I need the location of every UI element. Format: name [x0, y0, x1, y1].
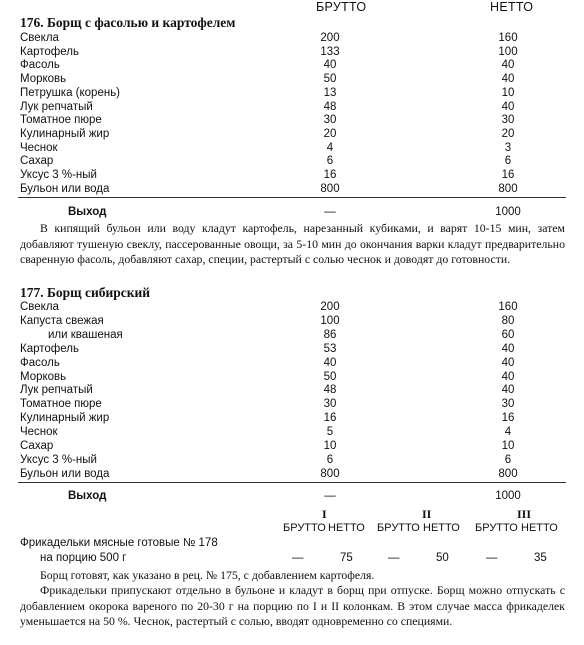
- brutto-column-header: БРУТТО: [316, 0, 367, 14]
- ingredient-brutto: 40: [323, 356, 337, 369]
- ingredient-netto: 40: [501, 100, 515, 113]
- output-brutto: —: [324, 490, 336, 502]
- ingredient-row: [0, 46, 584, 60]
- ingredient-netto: 10: [501, 440, 515, 452]
- ingredient-name: Лук репчатый: [20, 384, 93, 397]
- ingredient-row: [0, 101, 584, 115]
- output-netto: 1000: [495, 206, 521, 218]
- meatballs-value-2-brutto: —: [388, 552, 400, 564]
- ingredient-netto: 40: [501, 356, 515, 369]
- ingredient-row: [0, 142, 584, 156]
- ingredient-brutto: 200: [320, 32, 340, 44]
- group-2-brutto-header: БРУТТО: [377, 522, 420, 534]
- column-group-1-numeral: I: [322, 507, 327, 521]
- ingredient-name: Морковь: [20, 370, 67, 383]
- ingredient-name: Уксус 3 %-ный: [20, 453, 97, 466]
- recipe-176-text: В кипящий бульон или воду кладут картофель, нарезанный кубиками, и варят 10-15 мин, затем добавляют тушеную свеклу, пассерованные овощи, за 5-10 мин до окончания варки кладут предварительно сваренную фасоль, добавляют сахар, специи, растертый с солью чеснок и доводят до готовности.: [20, 221, 565, 266]
- ingredient-brutto: 800: [320, 182, 340, 195]
- ingredient-name: Фасоль: [20, 59, 60, 72]
- ingredient-name: Картофель: [20, 342, 79, 355]
- ingredient-netto: 30: [501, 398, 515, 411]
- ingredient-brutto: 200: [320, 301, 340, 313]
- ingredient-netto: 800: [498, 467, 518, 480]
- recipe-177-title: 177. Борщ сибирский: [20, 285, 151, 300]
- ingredient-netto: 16: [501, 169, 515, 181]
- ingredient-row: [0, 114, 584, 128]
- ingredient-row: [0, 301, 584, 315]
- ingredient-brutto: 48: [323, 384, 337, 397]
- ingredient-name: Томатное пюре: [20, 114, 102, 127]
- ingredient-netto: 800: [498, 182, 518, 195]
- netto-column-header: НЕТТО: [490, 0, 534, 14]
- ingredient-row: [0, 454, 584, 468]
- ingredient-row: [0, 468, 584, 482]
- divider-line: [18, 482, 566, 483]
- ingredient-row: [0, 128, 584, 142]
- ingredient-name: Чеснок: [20, 141, 58, 154]
- output-brutto: —: [324, 206, 336, 218]
- output-label: Выход: [68, 206, 107, 218]
- meatballs-value-2-netto: 50: [436, 552, 449, 564]
- ingredient-row: [0, 315, 584, 329]
- ingredient-brutto: 50: [323, 370, 337, 383]
- meatballs-value-1-brutto: —: [292, 552, 304, 564]
- ingredient-row: [0, 59, 584, 73]
- ingredient-netto: 20: [501, 127, 515, 140]
- ingredient-name: Томатное пюре: [20, 398, 102, 411]
- ingredient-name: Петрушка (корень): [20, 86, 121, 99]
- ingredient-row: [0, 87, 584, 101]
- ingredient-name: Бульон или вода: [20, 467, 110, 480]
- ingredient-name: Чеснок: [20, 426, 58, 439]
- ingredient-brutto: 86: [323, 328, 337, 341]
- ingredient-row: [0, 32, 584, 46]
- ingredient-brutto: 50: [323, 73, 337, 86]
- ingredient-name: Капуста свежая: [20, 314, 104, 327]
- ingredient-row: [0, 412, 584, 426]
- meatballs-label: Фрикадельки мясные готовые № 178: [20, 537, 218, 549]
- meatballs-value-3-brutto: —: [486, 552, 498, 564]
- ingredient-row: [0, 357, 584, 371]
- ingredient-brutto: 48: [323, 100, 337, 113]
- ingredient-netto: 40: [501, 342, 515, 355]
- ingredient-brutto: 4: [326, 141, 334, 154]
- ingredient-netto: 40: [501, 384, 515, 397]
- ingredient-netto: 6: [504, 453, 512, 466]
- ingredient-brutto: 800: [320, 467, 340, 480]
- ingredient-brutto: 16: [323, 412, 337, 425]
- ingredient-name: Кулинарный жир: [20, 412, 110, 425]
- ingredient-netto: 16: [501, 412, 515, 425]
- divider-line: [18, 197, 566, 198]
- ingredient-row: [0, 155, 584, 169]
- ingredient-row: [0, 426, 584, 440]
- ingredient-netto: 4: [504, 426, 512, 439]
- ingredient-brutto: 133: [320, 45, 340, 58]
- ingredient-name: Бульон или вода: [20, 182, 110, 195]
- ingredient-brutto: 20: [323, 127, 337, 140]
- ingredient-name: Картофель: [20, 45, 79, 58]
- ingredient-brutto: 30: [323, 398, 337, 411]
- ingredient-netto: 160: [498, 301, 518, 313]
- recipe-177-text-1: Борщ готовят, как указано в рец. № 175, с добавлением картофеля.: [40, 568, 375, 582]
- column-group-3-numeral: III: [517, 507, 532, 521]
- ingredient-name: Лук репчатый: [20, 100, 93, 113]
- group-3-netto-header: НЕТТО: [521, 522, 558, 534]
- ingredient-brutto: 30: [323, 114, 337, 127]
- ingredient-brutto: 100: [320, 314, 340, 327]
- ingredient-brutto: 53: [323, 342, 337, 355]
- ingredient-name: или квашеная: [48, 328, 123, 341]
- ingredient-brutto: 6: [326, 453, 334, 466]
- group-2-netto-header: НЕТТО: [423, 522, 460, 534]
- group-1-brutto-header: БРУТТО: [283, 522, 326, 534]
- recipe-176-output-row: [0, 206, 584, 221]
- meatballs-portion: на порцию 500 г: [40, 552, 127, 564]
- ingredient-name: Морковь: [20, 73, 67, 86]
- output-netto: 1000: [495, 490, 521, 502]
- ingredient-brutto: 16: [323, 169, 337, 181]
- column-group-2-numeral: II: [422, 507, 432, 521]
- recipe-177-output-row: [0, 490, 584, 505]
- ingredient-row: [0, 398, 584, 412]
- ingredient-name: Кулинарный жир: [20, 127, 110, 140]
- ingredient-name: Сахар: [20, 155, 54, 168]
- ingredient-name: Сахар: [20, 440, 54, 452]
- ingredient-name: Фасоль: [20, 356, 60, 369]
- ingredient-row: [0, 329, 584, 343]
- ingredient-netto: 100: [498, 45, 518, 58]
- ingredient-netto: 6: [504, 155, 512, 168]
- ingredient-brutto: 5: [326, 426, 334, 439]
- ingredient-row: [0, 169, 584, 183]
- ingredient-brutto: 13: [323, 86, 337, 99]
- ingredient-row: [0, 384, 584, 398]
- ingredient-netto: 40: [501, 73, 515, 86]
- ingredient-brutto: 10: [323, 440, 337, 452]
- ingredient-netto: 40: [501, 59, 515, 72]
- ingredient-row: [0, 73, 584, 87]
- ingredient-netto: 80: [501, 314, 515, 327]
- group-1-netto-header: НЕТТО: [328, 522, 365, 534]
- recipe-176-title: 176. Борщ с фасолью и картофелем: [20, 15, 236, 30]
- group-3-brutto-header: БРУТТО: [475, 522, 518, 534]
- meatballs-value-3-netto: 35: [534, 552, 547, 564]
- ingredient-name: Уксус 3 %-ный: [20, 169, 97, 181]
- output-label: Выход: [68, 490, 107, 502]
- ingredient-name: Свекла: [20, 301, 59, 313]
- ingredient-brutto: 6: [326, 155, 334, 168]
- ingredient-row: [0, 183, 584, 197]
- ingredient-netto: 10: [501, 86, 515, 99]
- ingredient-netto: 30: [501, 114, 515, 127]
- ingredient-name: Свекла: [20, 32, 59, 44]
- ingredient-netto: 3: [504, 141, 512, 154]
- ingredient-netto: 160: [498, 32, 518, 44]
- ingredient-row: [0, 440, 584, 454]
- ingredient-netto: 40: [501, 370, 515, 383]
- ingredient-row: [0, 371, 584, 385]
- ingredient-row: [0, 343, 584, 357]
- ingredient-brutto: 40: [323, 59, 337, 72]
- recipe-177-text-2: Фрикадельки припускают отдельно в бульоне и кладут в борщ при отпуске. Борщ можно отпускать с добавлением окорока вареного по 20-30 г на порцию по I и II колонкам. В этом случае масса фрикаделек уменьшается на 50 %. Чеснок, растертый с солью, вводят одновременно со специями.: [20, 583, 565, 628]
- meatballs-value-1-netto: 75: [340, 552, 353, 564]
- ingredient-netto: 60: [501, 328, 515, 341]
